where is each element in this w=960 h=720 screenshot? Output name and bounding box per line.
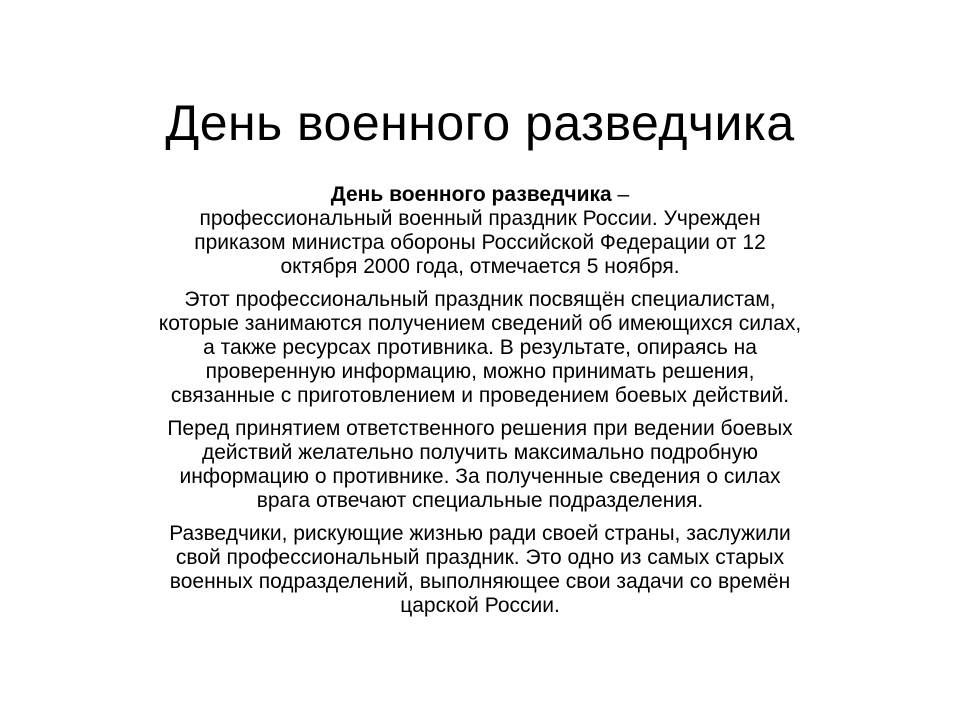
text-line: а также ресурсах противника. В результате, опираясь на xyxy=(203,336,757,359)
text-line: военных подразделений, выполняющее свои задачи со времён xyxy=(169,570,791,593)
text-line: Перед принятием ответственного решения при ведении боевых xyxy=(167,417,793,440)
text-line xyxy=(62,183,898,207)
paragraph-purpose xyxy=(62,288,898,408)
text-line: Этот профессиональный праздник посвящён специалистам, xyxy=(184,288,776,311)
text-line: информацию о противнике. За полученные сведения о силах xyxy=(179,465,781,488)
text-line: приказом министра обороны Российской Федерации от 12 xyxy=(194,231,766,254)
text-line: проверенную информацию, можно принимать решения, xyxy=(205,360,755,383)
paragraph-intro xyxy=(62,183,898,279)
text-line: которые занимаются получением сведений об имеющихся силах, xyxy=(158,312,802,335)
text-line: Разведчики, рискующие жизнью ради своей страны, заслужили xyxy=(169,522,791,545)
text-fragment: – xyxy=(611,183,630,206)
text-line: октября 2000 года, отмечается 5 ноября. xyxy=(280,255,680,278)
text-line: действий желательно получить максимально подробную xyxy=(201,441,759,464)
term-highlight: День военного разведчика xyxy=(330,183,612,206)
slide-title: День военного разведчика xyxy=(165,95,795,151)
text-line: связанные с приготовлением и проведением боевых действий. xyxy=(170,384,790,407)
text-line: свой профессиональный праздник. Это одно из самых старых xyxy=(175,546,785,569)
paragraph-decisions xyxy=(62,417,898,513)
text-line: царской России. xyxy=(400,594,560,617)
text-line: профессиональный военный праздник России. Учрежден xyxy=(199,207,761,230)
paragraph-history xyxy=(62,522,898,618)
slide-body xyxy=(62,183,898,627)
text-line: врага отвечают специальные подразделения. xyxy=(256,489,704,512)
